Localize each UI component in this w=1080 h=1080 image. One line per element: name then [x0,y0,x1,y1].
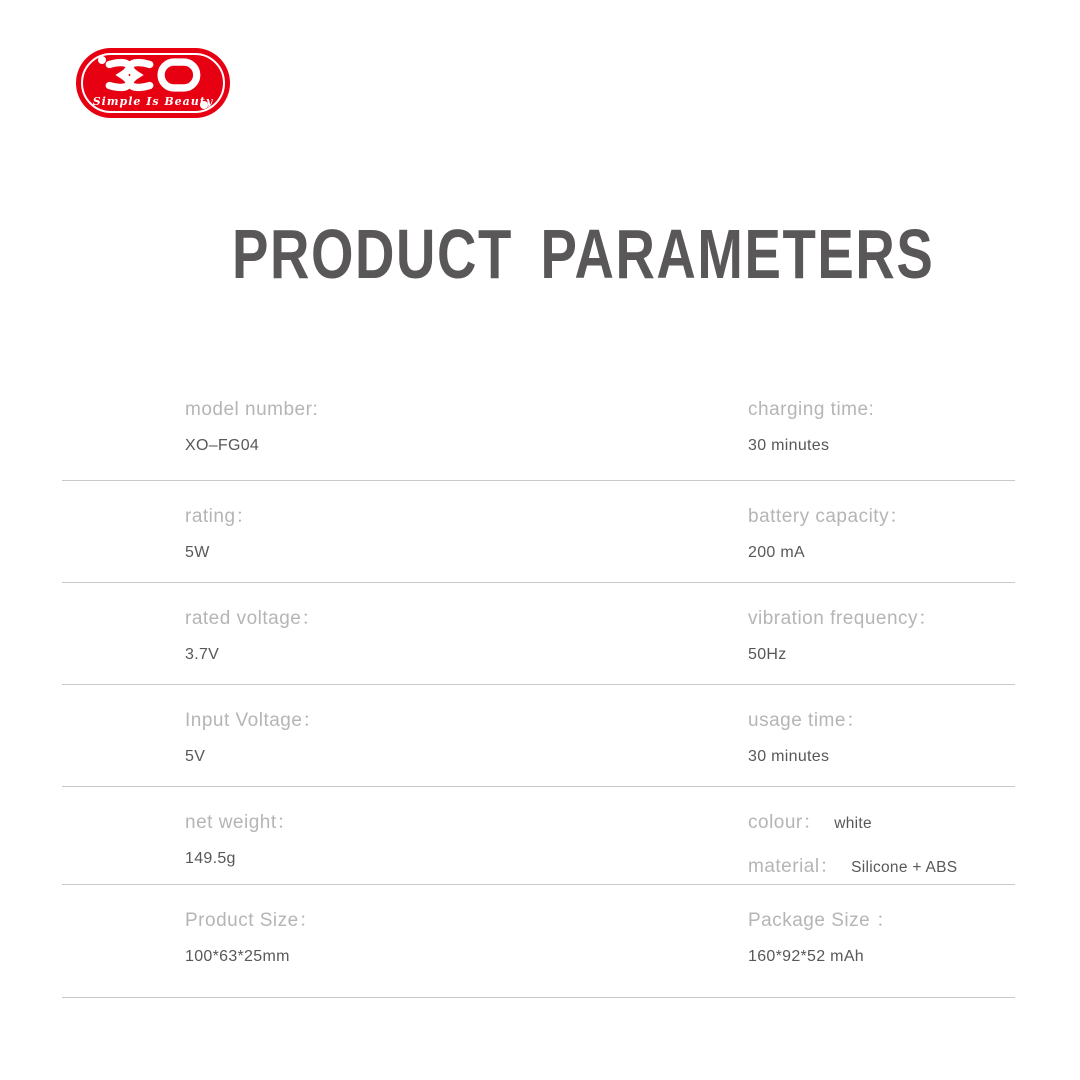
spec-label: charging time: [748,399,875,420]
page-title: PRODUCT PARAMETERS [232,215,935,293]
spec-cell [62,685,625,786]
spec-row [62,481,1015,583]
spec-pair [748,834,1015,878]
spec-cell [625,885,1015,997]
xo-monogram-icon [103,58,203,92]
spec-value: white [834,815,872,832]
spec-value: 160*92*52 mAh [748,948,864,965]
spec-label: Package Size ： [748,910,896,931]
spec-label: usage time： [748,710,866,731]
spec-label: rated voltage： [185,608,321,629]
spec-value: Silicone + ABS [851,859,958,876]
spec-label: vibration frequency： [748,608,938,629]
spec-value: 3.7V [185,646,220,663]
spec-label: net weight： [185,812,297,833]
spec-label: Product Size： [185,910,319,931]
spec-value: 30 minutes [748,437,830,454]
spec-cell [625,685,1015,786]
spec-row [62,885,1015,998]
spec-row [62,685,1015,787]
spec-value: 5W [185,544,210,561]
spec-cell [62,583,625,684]
spec-label: Input Voltage： [185,710,322,731]
spec-label: model number: [185,399,319,420]
spec-value: 30 minutes [748,748,830,765]
spec-label: rating： [185,506,256,527]
logo-tagline: Simple Is Beauty [92,95,214,108]
spec-row [62,787,1015,885]
spec-value: XO–FG04 [185,437,260,454]
spec-value: 200 mA [748,544,805,561]
spec-cell [62,787,625,884]
spec-label: colour： [748,812,823,833]
spec-cell [625,583,1015,684]
spec-cell [62,885,625,997]
spec-table [62,379,1015,998]
spec-value: 50Hz [748,646,787,663]
spec-label: material： [748,856,840,877]
spec-row [62,379,1015,481]
brand-logo [76,48,230,118]
spec-cell [625,787,1015,884]
spec-value: 100*63*25mm [185,948,290,965]
spec-cell [62,481,625,582]
spec-cell [62,379,625,480]
spec-cell [625,379,1015,480]
spec-row [62,583,1015,685]
spec-value: 149.5g [185,850,236,867]
spec-pair [748,787,1015,834]
spec-value: 5V [185,748,206,765]
spec-label: battery capacity： [748,506,909,527]
spec-cell [625,481,1015,582]
